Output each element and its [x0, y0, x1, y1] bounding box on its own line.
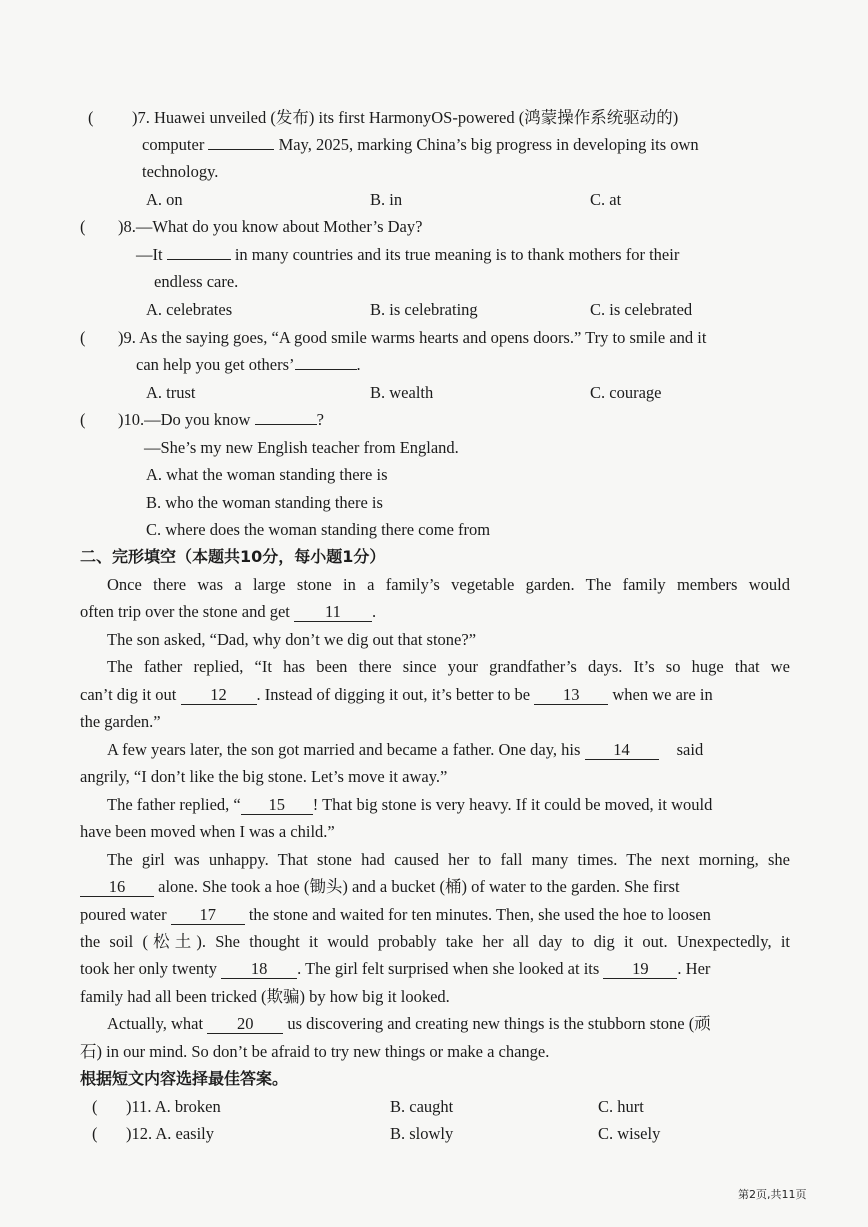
page-number: 第2页,共11页 — [738, 1188, 807, 1201]
question-number: )12. — [126, 1124, 153, 1143]
passage-line: the soil (松土). She thought it would probably take her all day to dig it out. Unexpectedly, it — [80, 932, 790, 951]
question-text: As the saying goes, “A good smile warms hearts and opens doors.” Try to smile and it — [139, 328, 707, 347]
passage-line: The girl was unhappy. That stone had caused her to fall many times. The next morning, she — [107, 850, 790, 869]
question-number: )9. — [118, 328, 136, 347]
passage-line: Once there was a large stone in a family’s vegetable garden. The family members would — [107, 575, 790, 594]
passage-line: angrily, “I don’t like the big stone. Let’s move it away.” — [80, 767, 448, 786]
instruction: 根据短文内容选择最佳答案。 — [80, 1069, 289, 1088]
question-8 — [80, 216, 422, 238]
blank-11[interactable]: 11 — [294, 603, 372, 622]
section-heading: 二、完形填空（本题共10分，每小题1分） — [80, 547, 386, 566]
question-9-line-2 — [136, 354, 361, 376]
passage-line — [80, 958, 710, 980]
passage-line: have been moved when I was a child.” — [80, 822, 335, 841]
passage-text: A few years later, the son got married and became a father. One day, his — [107, 740, 581, 759]
answer-blank[interactable] — [295, 369, 357, 370]
blank-13[interactable]: 13 — [534, 686, 608, 705]
blank-17[interactable]: 17 — [171, 906, 245, 925]
passage-text: took her only twenty — [80, 959, 218, 978]
passage-text: alone. She took a hoe (锄头) and a bucket (桶) of water to the garden. She first — [158, 877, 680, 896]
option-c[interactable]: C. wisely — [598, 1124, 661, 1143]
answer-paren[interactable]: ( — [80, 217, 86, 236]
passage-line: 石) in our mind. So don’t be afraid to try new things or make a change. — [80, 1042, 550, 1061]
passage-text: . — [371, 602, 377, 621]
passage-text: ! That big stone is very heavy. If it could be moved, it would — [312, 795, 713, 814]
question-12 — [92, 1123, 214, 1145]
answer-paren[interactable]: ( — [88, 108, 94, 127]
question-number: )8. — [118, 217, 136, 236]
passage-line — [107, 739, 703, 761]
answer-paren[interactable]: ( — [80, 410, 86, 429]
answer-blank[interactable] — [208, 149, 274, 150]
question-text: Huawei unveiled (发布) its first HarmonyOS-powered (鸿蒙操作系统驱动的) — [154, 108, 679, 127]
option-b[interactable]: B. slowly — [390, 1124, 454, 1143]
option-a[interactable]: A. broken — [154, 1097, 221, 1116]
question-text: ? — [316, 410, 324, 429]
passage-line — [80, 876, 680, 898]
blank-18[interactable]: 18 — [221, 960, 297, 979]
option-b[interactable]: B. in — [370, 190, 403, 209]
question-7 — [88, 107, 678, 129]
passage-line: The son asked, “Dad, why don’t we dig out that stone?” — [107, 630, 477, 649]
passage-line — [107, 1013, 711, 1035]
answer-paren[interactable]: ( — [80, 328, 86, 347]
passage-text: poured water — [80, 905, 167, 924]
passage-text: . Instead of digging it out, it’s better to be — [256, 685, 531, 704]
blank-16[interactable]: 16 — [80, 878, 154, 897]
answer-blank[interactable] — [167, 259, 231, 260]
blank-15[interactable]: 15 — [241, 796, 313, 815]
question-number: )11. — [126, 1097, 152, 1116]
passage-text: said — [676, 740, 704, 759]
option-b[interactable]: B. is celebrating — [370, 300, 478, 319]
blank-19[interactable]: 19 — [603, 960, 677, 979]
answer-paren[interactable]: ( — [92, 1097, 98, 1116]
blank-12[interactable]: 12 — [181, 686, 257, 705]
passage-line: family had all been tricked (欺骗) by how big it looked. — [80, 987, 450, 1006]
question-text: —What do you know about Mother’s Day? — [135, 217, 423, 236]
passage-line — [80, 684, 713, 706]
option-a[interactable]: A. trust — [146, 383, 196, 402]
option-a[interactable]: A. what the woman standing there is — [146, 465, 388, 484]
question-9 — [80, 327, 706, 349]
question-8-line-3: endless care. — [154, 272, 239, 291]
option-c[interactable]: C. courage — [590, 383, 662, 402]
passage-text: when we are in — [612, 685, 713, 704]
question-text: May, 2025, marking China’s big progress in developing its own — [278, 135, 699, 154]
option-a[interactable]: A. easily — [155, 1124, 214, 1143]
question-number: )10. — [118, 410, 145, 429]
passage-line — [80, 904, 711, 926]
option-b[interactable]: B. caught — [390, 1097, 454, 1116]
answer-paren[interactable]: ( — [92, 1124, 98, 1143]
option-c[interactable]: C. where does the woman standing there come from — [146, 520, 491, 539]
option-c[interactable]: C. is celebrated — [590, 300, 693, 319]
option-a[interactable]: A. celebrates — [146, 300, 233, 319]
question-text: —It — [136, 245, 163, 264]
passage-text: The father replied, “ — [107, 795, 241, 814]
passage-line: The father replied, “It has been there since your grandfather’s days. It’s so huge that we — [107, 657, 790, 676]
question-11 — [92, 1096, 221, 1118]
question-text: computer — [142, 135, 205, 154]
passage-line: the garden.” — [80, 712, 161, 731]
question-8-line-2 — [136, 244, 679, 266]
passage-text: can’t dig it out — [80, 685, 177, 704]
passage-text: the stone and waited for ten minutes. Then, she used the hoe to loosen — [248, 905, 711, 924]
blank-14[interactable]: 14 — [585, 741, 659, 760]
passage-text: us discovering and creating new things is the stubborn stone (顽 — [287, 1014, 711, 1033]
option-c[interactable]: C. at — [590, 190, 622, 209]
question-text: can help you get others’ — [136, 355, 295, 374]
passage-text: . The girl felt surprised when she looked at its — [297, 959, 600, 978]
question-7-line-2 — [142, 134, 699, 156]
passage-text: often trip over the stone and get — [80, 602, 290, 621]
passage-line — [80, 601, 376, 623]
answer-blank[interactable] — [255, 424, 317, 425]
question-10-line-2: —She’s my new English teacher from England. — [144, 438, 459, 457]
option-a[interactable]: A. on — [146, 190, 183, 209]
question-number: )7. — [132, 108, 150, 127]
option-b[interactable]: B. wealth — [370, 383, 434, 402]
question-text: . — [356, 355, 361, 374]
question-10 — [80, 409, 324, 431]
passage-text: Actually, what — [107, 1014, 204, 1033]
passage-line — [107, 794, 712, 816]
option-c[interactable]: C. hurt — [598, 1097, 644, 1116]
question-7-line-3: technology. — [142, 162, 219, 181]
passage-text: . Her — [677, 959, 711, 978]
blank-20[interactable]: 20 — [207, 1015, 283, 1034]
question-text: —Do you know — [144, 410, 251, 429]
option-b[interactable]: B. who the woman standing there is — [146, 493, 383, 512]
question-text: in many countries and its true meaning is to thank mothers for their — [234, 245, 680, 264]
